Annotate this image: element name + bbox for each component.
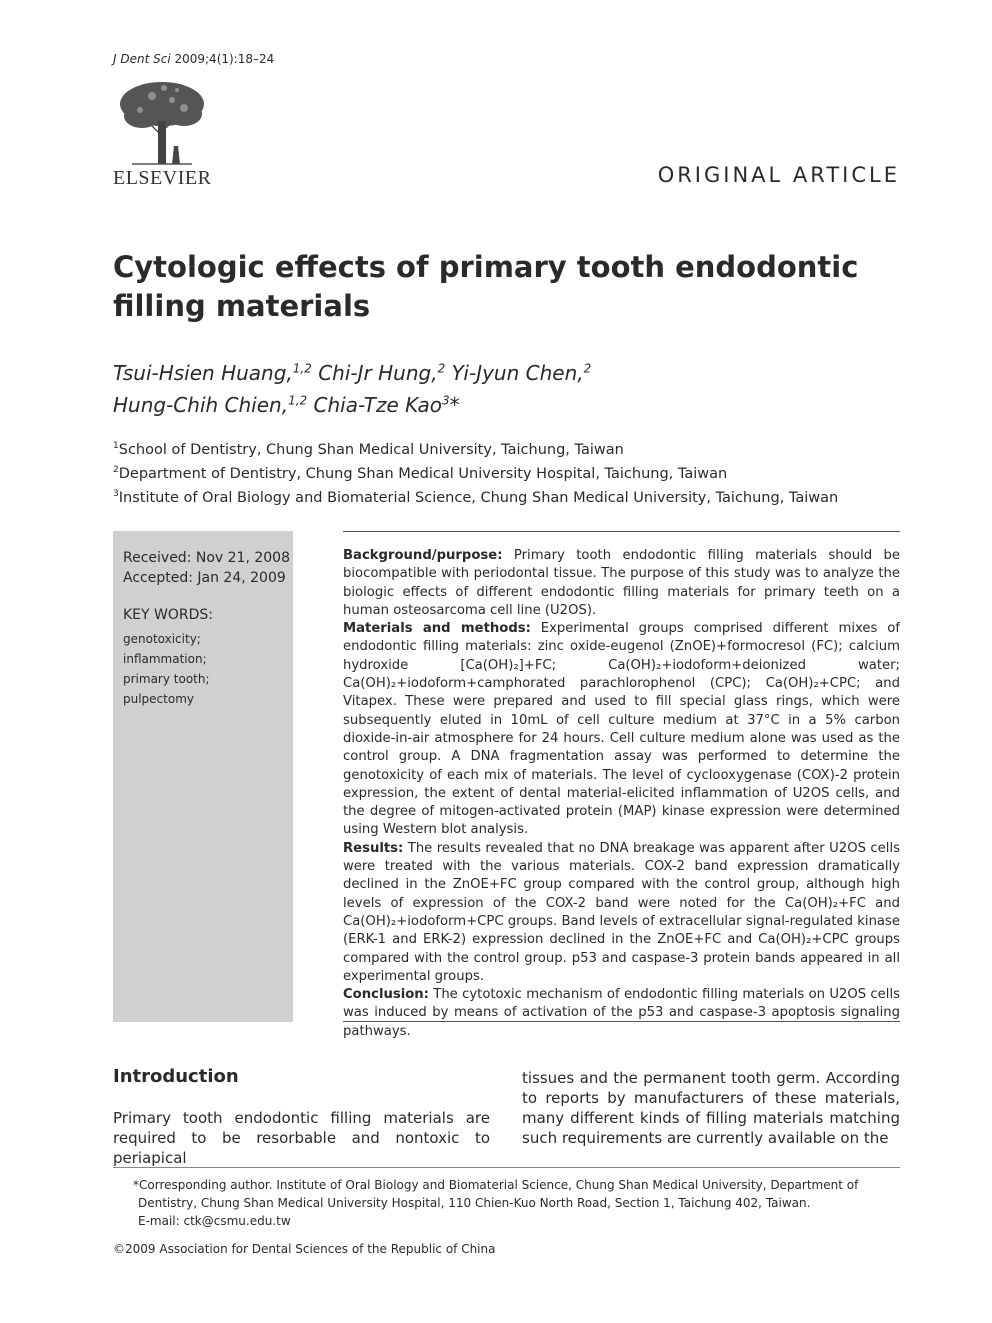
keyword: genotoxicity; — [123, 632, 201, 646]
keyword: primary tooth; — [123, 672, 210, 686]
abstract-results: Results: The results revealed that no DNA breakage was apparent after U2OS cells were treated with the various materials. COX-2 band expression dramatically declined in the ZnOE+FC group compared with the control group, although high levels of expression of the COX-2 band were noted for the Ca(OH)₂+FC and Ca(OH)₂+iodoform+CPC groups. Band levels of extracellular signal-regulated kinase (ERK-1 and ERK-2) expression declined in the ZnOE+FC and Ca(OH)₂+CPC groups compared with the control group. p53 and caspase-3 protein bands appeared in all experimental groups. — [343, 840, 900, 984]
affiliation: $^3$Institute of Oral Biology and Biomaterial Science, Chung Shan Medical University, Taichung, Taiwan — [113, 488, 839, 506]
author-list — [113, 354, 591, 419]
keywords-heading: KEY WORDS: — [123, 607, 214, 623]
abstract-background: Background/purpose: Primary tooth endodontic filling materials should be biocompatible with periodontal tissue. The purpose of this study was to analyze the biologic effects of different endodontic filling materials for primary teeth on a human osteosarcoma cell line (U2OS). — [343, 548, 900, 618]
copyright-notice: ©2009 Association for Dental Sciences of the Republic of China — [113, 1242, 496, 1256]
affiliations — [113, 436, 838, 507]
author: Chia-Tze Kao$^3$* — [313, 393, 460, 418]
journal-abbr: J Dent Sci — [113, 52, 171, 66]
abstract-bottom-rule — [343, 1021, 900, 1022]
author: Chi-Jr Hung,$^2$ — [318, 360, 446, 385]
affiliation: $^2$Department of Dentistry, Chung Shan Medical University Hospital, Taichung, Taiwan — [113, 464, 728, 482]
journal-volume: 2009;4(1):18–24 — [170, 52, 275, 66]
affiliation: $^1$School of Dentistry, Chung Shan Medical University, Taichung, Taiwan — [113, 441, 624, 458]
author: Tsui-Hsien Huang,$^{1,2}$ — [113, 360, 312, 385]
article-dates — [123, 548, 290, 588]
body-text-column-2: tissues and the permanent tooth germ. According to reports by manufacturers of these materials, many different kinds of filling materials matching such requirements are currently available on the — [522, 1069, 900, 1147]
keyword: pulpectomy — [123, 692, 194, 706]
body-text-column-1: Primary tooth endodontic filling materials are required to be resorbable and nontoxic to periapical — [113, 1109, 490, 1167]
journal-citation — [113, 52, 274, 66]
article-type: ORIGINAL ARTICLE — [657, 163, 900, 187]
corresponding-author-footnote: *Corresponding author. Institute of Oral Biology and Biomaterial Science, Chung Shan Medical University, Department of Dentistry, Chung Shan Medical University Hospital, 110 Chien-Kuo North Road, Section 1, Taichung 402, Taiwan. E-mail: ctk@csmu.edu.tw — [133, 1178, 859, 1228]
accepted-date: Accepted: Jan 24, 2009 — [123, 570, 286, 586]
author: Hung-Chih Chien,$^{1,2}$ — [113, 393, 308, 418]
abstract-top-rule — [343, 531, 900, 532]
keywords-list — [123, 629, 210, 709]
publisher-name: ELSEVIER — [113, 167, 212, 189]
received-date: Received: Nov 21, 2008 — [123, 550, 290, 566]
article-title: Cytologic effects of primary tooth endodontic filling materials — [113, 250, 859, 323]
article-info-sidebar — [113, 531, 293, 1022]
keyword: inflammation; — [123, 652, 207, 666]
section-heading-introduction: Introduction — [113, 1066, 239, 1087]
abstract-conclusion: Conclusion: The cytotoxic mechanism of endodontic filling materials on U2OS cells was induced by means of activation of the p53 and caspase-3 apoptosis signaling pathways. — [343, 987, 900, 1039]
author: Yi-Jyun Chen,$^2$ — [451, 360, 592, 385]
abstract-methods: Materials and methods: Experimental groups comprised different mixes of endodontic filling materials: zinc oxide-eugenol (ZnOE)+formocresol (FC); calcium hydroxide [Ca(OH)₂]+FC; Ca(OH)₂+iodoform+deionized water; Ca(OH)₂+iodoform+camphorated parachlorophenol (CPC); Ca(OH)₂+CPC; and Vitapex. These were prepared and used to fill special glass rings, which were subsequently eluted in 10mL of cell culture medium at 37°C in a 5% carbon dioxide-in-air atmosphere for 24 hours. Cell culture medium alone was used as the control group. A DNA fragmentation assay was performed to determine the genotoxicity of each mix of materials. The level of cyclooxygenase (COX)-2 protein expression, the extent of dental material-elicited inflammation of U2OS cells, and the degree of mitogen-activated protein (MAP) kinase expression were determined using Western blot analysis. — [343, 621, 900, 838]
abstract — [343, 547, 900, 1041]
footnote-rule — [113, 1167, 900, 1168]
